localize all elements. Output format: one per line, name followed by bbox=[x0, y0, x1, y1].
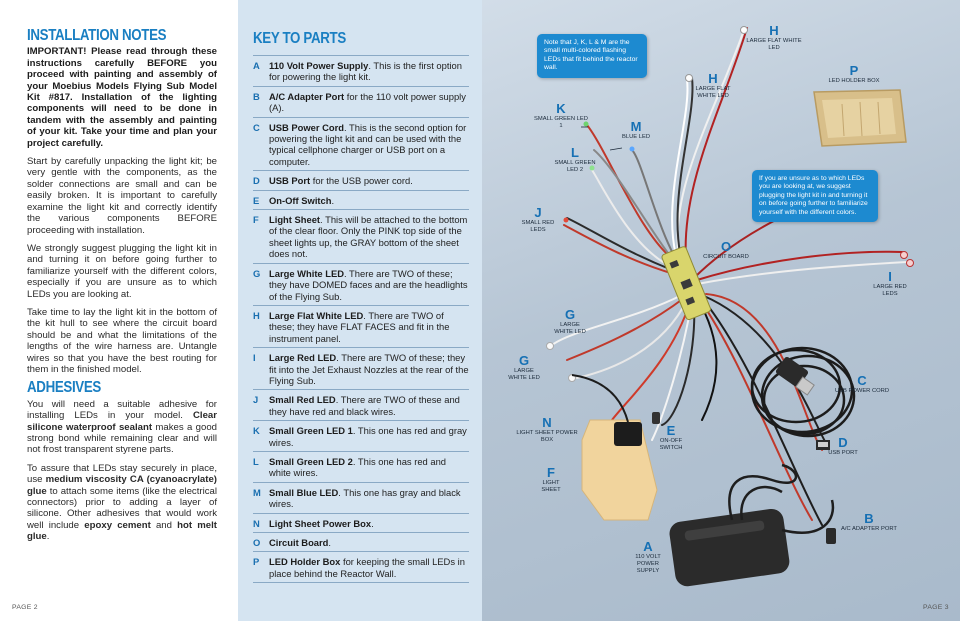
power-supply-body bbox=[668, 507, 791, 587]
part-letter: D bbox=[838, 435, 848, 450]
left-page bbox=[0, 0, 238, 621]
key-description bbox=[269, 122, 469, 168]
key-letter: A bbox=[253, 60, 260, 71]
key-part-desc: . bbox=[371, 517, 374, 529]
part-text: LIGHT SHEET POWER BOX bbox=[516, 430, 578, 443]
light-sheet-power-box bbox=[614, 422, 642, 446]
on-off-switch bbox=[652, 412, 660, 424]
page-number-left: PAGE 2 bbox=[12, 604, 38, 611]
key-part-name: LED Holder Box bbox=[269, 556, 341, 568]
led-tip bbox=[564, 218, 569, 223]
key-description bbox=[269, 175, 413, 186]
text-run-bold: medium viscosity CA (cyanoacrylate) glue bbox=[27, 474, 217, 497]
part-label-m bbox=[618, 120, 654, 141]
key-to-parts bbox=[253, 30, 469, 583]
led-holder-box-inner bbox=[822, 98, 896, 138]
key-description bbox=[269, 518, 374, 529]
key-description bbox=[269, 425, 469, 448]
key-item bbox=[253, 117, 469, 171]
key-description bbox=[269, 456, 469, 479]
middle-page bbox=[238, 0, 482, 621]
wire bbox=[577, 300, 687, 378]
text-run-bold: epoxy cement bbox=[84, 519, 151, 531]
key-part-desc: . This one has red and white wires. bbox=[269, 455, 447, 479]
wire bbox=[697, 298, 716, 420]
adhesives-title: ADHESIVES bbox=[27, 379, 101, 397]
text-run-bold: hot melt glue bbox=[27, 519, 217, 543]
key-item bbox=[253, 55, 469, 86]
key-description bbox=[269, 214, 469, 260]
key-item bbox=[253, 263, 469, 305]
part-label-n bbox=[516, 416, 578, 444]
part-label-h-top bbox=[744, 24, 804, 52]
key-item bbox=[253, 551, 469, 583]
key-list bbox=[253, 55, 469, 583]
key-item bbox=[253, 86, 469, 117]
key-item bbox=[253, 347, 469, 389]
part-letter: G bbox=[564, 307, 576, 322]
key-letter: D bbox=[253, 175, 260, 187]
key-part-name: Light Sheet Power Box bbox=[269, 517, 372, 529]
part-text: LARGE WHITE LED bbox=[508, 368, 540, 381]
key-letter: O bbox=[253, 537, 261, 548]
key-part-name: 110 Volt Power Supply bbox=[269, 60, 369, 71]
parts-photo bbox=[482, 0, 960, 621]
key-part-desc: . There are TWO of these and they have red and black wires. bbox=[269, 394, 460, 417]
key-item bbox=[253, 420, 469, 451]
key-item bbox=[253, 170, 469, 189]
part-text: SMALL GREEN LED 1 bbox=[534, 116, 588, 129]
key-part-name: Small Green LED 2 bbox=[269, 455, 353, 467]
key-part-name: Small Blue LED bbox=[269, 486, 339, 498]
usb-port-inner bbox=[818, 442, 828, 447]
part-letter: C bbox=[857, 373, 867, 388]
key-description bbox=[269, 195, 334, 206]
part-letter: H bbox=[708, 71, 718, 86]
key-item bbox=[253, 389, 469, 420]
adhesives-paragraph bbox=[27, 399, 217, 456]
key-letter: I bbox=[253, 352, 256, 364]
part-label-g-low bbox=[506, 354, 542, 382]
part-letter: K bbox=[556, 101, 566, 116]
part-label-a bbox=[630, 540, 666, 574]
key-part-desc: for the 110 volt power supply (A). bbox=[269, 90, 466, 114]
callout-klm-note: Note that J, K, L & M are the small multi-colored flashing LEDs that fit behind the reactor wall. bbox=[537, 34, 647, 78]
part-letter: O bbox=[720, 239, 732, 254]
key-part-desc: for keeping the small LEDs in place behind the Reactor Wall. bbox=[269, 556, 465, 579]
key-part-name: Small Green LED 1 bbox=[269, 425, 353, 437]
key-letter: G bbox=[253, 267, 261, 279]
key-item bbox=[253, 190, 469, 209]
text-run: You will need a suitable adhesive for installing LEDs in your model. bbox=[27, 398, 217, 422]
key-part-desc: . There are TWO of these; they have FLAT FACES and fit in the instrument panel. bbox=[269, 309, 450, 344]
key-part-desc: for the USB power cord. bbox=[310, 175, 413, 187]
led-tip bbox=[901, 252, 908, 259]
key-letter: B bbox=[253, 90, 260, 102]
key-item bbox=[253, 451, 469, 482]
key-description bbox=[269, 487, 469, 510]
key-description bbox=[269, 60, 469, 83]
part-text: SMALL RED LEDS bbox=[521, 220, 555, 233]
key-description bbox=[269, 537, 331, 548]
part-label-o bbox=[698, 240, 754, 261]
part-text: LARGE FLAT WHITE LED bbox=[695, 86, 731, 99]
part-letter: F bbox=[547, 465, 555, 480]
key-part-desc: . There are TWO of these; they fit into the Jet Exhaust Nozzles at the rear of the Flying Sub. bbox=[269, 352, 469, 386]
part-letter: G bbox=[518, 353, 530, 368]
key-letter: P bbox=[253, 556, 260, 568]
installation-notes bbox=[27, 27, 217, 550]
key-part-name: USB Power Cord bbox=[269, 121, 345, 133]
part-label-e bbox=[654, 424, 688, 452]
key-part-name: Large Red LED bbox=[269, 352, 337, 364]
part-text: CIRCUIT BOARD bbox=[703, 254, 749, 260]
part-label-j bbox=[520, 206, 556, 234]
part-text: LARGE WHITE LED bbox=[554, 322, 586, 335]
part-text: LED HOLDER BOX bbox=[828, 78, 880, 84]
installation-paragraph: We strongly suggest plugging the light kit in and turning it on before going further to familiarize yourself with the different colors, especially if you are unsure as to which LEDs you are looking at. bbox=[27, 242, 217, 300]
led-tip bbox=[907, 260, 914, 267]
key-letter: L bbox=[253, 455, 259, 467]
text-run: to attach some items (like the electrical connectors) prior to adding a layer of silicone. Other adhesives that would work well include bbox=[27, 485, 217, 531]
key-item bbox=[253, 482, 469, 513]
key-title: KEY TO PARTS bbox=[253, 30, 346, 47]
key-part-desc: . This one has gray and black wires. bbox=[269, 486, 461, 510]
key-description bbox=[269, 394, 469, 417]
key-description bbox=[269, 268, 469, 302]
key-item bbox=[253, 513, 469, 532]
key-letter: E bbox=[253, 194, 260, 206]
text-run: To assure that LEDs stay securely in place, use bbox=[27, 462, 217, 486]
key-part-name: Large White LED bbox=[269, 267, 345, 279]
key-part-desc: . There are TWO of these; they have DOMED faces and are the headlights of the Flying Sub. bbox=[269, 267, 468, 302]
key-part-name: On-Off Switch bbox=[269, 194, 332, 206]
key-part-desc: . This is the first option for powering the light kit. bbox=[269, 60, 462, 83]
part-letter: B bbox=[864, 511, 874, 526]
part-text: USB POWER CORD bbox=[834, 388, 890, 394]
part-label-d bbox=[828, 436, 858, 457]
part-text: 110 VOLT POWER SUPPLY bbox=[635, 554, 661, 574]
key-letter: M bbox=[253, 486, 261, 498]
installation-paragraph: Take time to lay the light kit in the bottom of the kit hull to see where the circuit board should be and what the limitations of the lengths of the wire harness are. Untangle wires so that you have the best routing for them in the finished model. bbox=[27, 306, 217, 375]
part-letter: N bbox=[542, 415, 552, 430]
adhesives-paragraph bbox=[27, 463, 217, 543]
part-letter: M bbox=[630, 119, 642, 134]
key-part-desc: . This will be attached to the bottom of the clear floor. Only the PINK top side of the sheet lights up, the GRAY bottom of the sheet does not. bbox=[269, 214, 468, 260]
wire bbox=[567, 218, 672, 270]
part-label-f bbox=[534, 466, 568, 494]
key-letter: F bbox=[253, 214, 259, 226]
wire bbox=[587, 125, 677, 262]
key-part-name: USB Port bbox=[269, 175, 311, 187]
text-run: and bbox=[150, 519, 178, 531]
key-part-name: A/C Adapter Port bbox=[269, 90, 345, 102]
key-part-desc: . This one has red and gray wires. bbox=[269, 425, 467, 448]
wire bbox=[686, 28, 747, 272]
wire bbox=[572, 375, 628, 422]
part-letter: J bbox=[534, 205, 542, 220]
led-tip bbox=[547, 343, 554, 350]
part-text: ON-OFF SWITCH bbox=[659, 438, 683, 451]
key-letter: J bbox=[253, 394, 259, 406]
key-item bbox=[253, 532, 469, 551]
part-text: BLUE LED bbox=[621, 134, 651, 140]
part-label-p bbox=[814, 64, 894, 85]
key-part-desc: . bbox=[328, 537, 331, 548]
led-tip bbox=[630, 147, 635, 152]
key-part-name: Small Red LED bbox=[269, 394, 336, 406]
part-text: SMALL GREEN LED 2 bbox=[554, 160, 596, 173]
key-item bbox=[253, 305, 469, 347]
wire bbox=[594, 150, 678, 266]
key-description bbox=[269, 91, 469, 114]
installation-paragraph: Start by carefully unpacking the light kit; be very gentle with the components, as the solder connections are small and can be easily broken. It is important to carefully examine the light kit and correctly identify the various components BEFORE proceeding with installation. bbox=[27, 156, 217, 236]
key-part-desc: . This is the second option for powering the light kit and can be used with the typical cellphone charger or USB port on a computer. bbox=[269, 121, 467, 167]
key-letter: N bbox=[253, 517, 260, 529]
leader-line bbox=[610, 148, 622, 150]
part-label-l bbox=[550, 146, 600, 174]
key-letter: H bbox=[253, 309, 260, 321]
part-letter: E bbox=[666, 423, 676, 438]
part-text: LIGHT SHEET bbox=[541, 480, 561, 493]
text-run-bold: Clear silicone waterproof sealant bbox=[27, 410, 217, 433]
key-part-name: Light Sheet bbox=[269, 214, 321, 226]
key-part-desc: . bbox=[331, 194, 335, 206]
key-description bbox=[269, 352, 469, 386]
part-label-b bbox=[832, 512, 906, 533]
power-cord bbox=[782, 500, 833, 533]
installation-lead: IMPORTANT! Please read through these instructions carefully BEFORE you proceed with painting and assembly of your Moebius Models Flying Sub Model Kit #817. Installation of the lighting components will need to be done in tandem with the assembly and painting of your kit. Take your time and plan your project carefully. bbox=[27, 46, 217, 149]
wire bbox=[564, 225, 674, 274]
part-text: LARGE FLAT WHITE LED bbox=[746, 38, 802, 51]
key-letter: C bbox=[253, 121, 260, 133]
page-number-right: PAGE 3 bbox=[923, 604, 949, 611]
callout-unsure-note: If you are unsure as to which LEDs you are looking at, we suggest plugging the light kit in and turning it on before going further to familiarize yourself with the different colors. bbox=[752, 170, 878, 222]
key-part-name: Large Flat White LED bbox=[269, 309, 364, 321]
part-letter: A bbox=[643, 539, 653, 554]
part-text: LARGE RED LEDS bbox=[873, 284, 907, 297]
part-letter: H bbox=[769, 23, 779, 38]
key-letter: K bbox=[253, 425, 260, 437]
part-letter: I bbox=[888, 269, 892, 284]
part-label-i bbox=[870, 270, 910, 298]
key-description bbox=[269, 310, 469, 344]
text-run: makes a good strong bond while remaining clear and will not frost transparent styrene parts. bbox=[27, 421, 217, 456]
part-letter: P bbox=[849, 63, 859, 78]
text-run: . bbox=[46, 531, 50, 543]
part-label-k bbox=[534, 102, 588, 130]
part-text: USB PORT bbox=[828, 450, 858, 456]
part-letter: L bbox=[571, 145, 579, 160]
part-text: A/C ADAPTER PORT bbox=[841, 526, 897, 532]
part-label-c bbox=[830, 374, 894, 395]
key-item bbox=[253, 209, 469, 263]
part-label-g-mid bbox=[552, 308, 588, 336]
part-label-h-mid bbox=[687, 72, 739, 100]
installation-title: INSTALLATION NOTES bbox=[27, 27, 167, 44]
key-part-name: Circuit Board bbox=[269, 537, 329, 548]
key-description bbox=[269, 556, 469, 579]
